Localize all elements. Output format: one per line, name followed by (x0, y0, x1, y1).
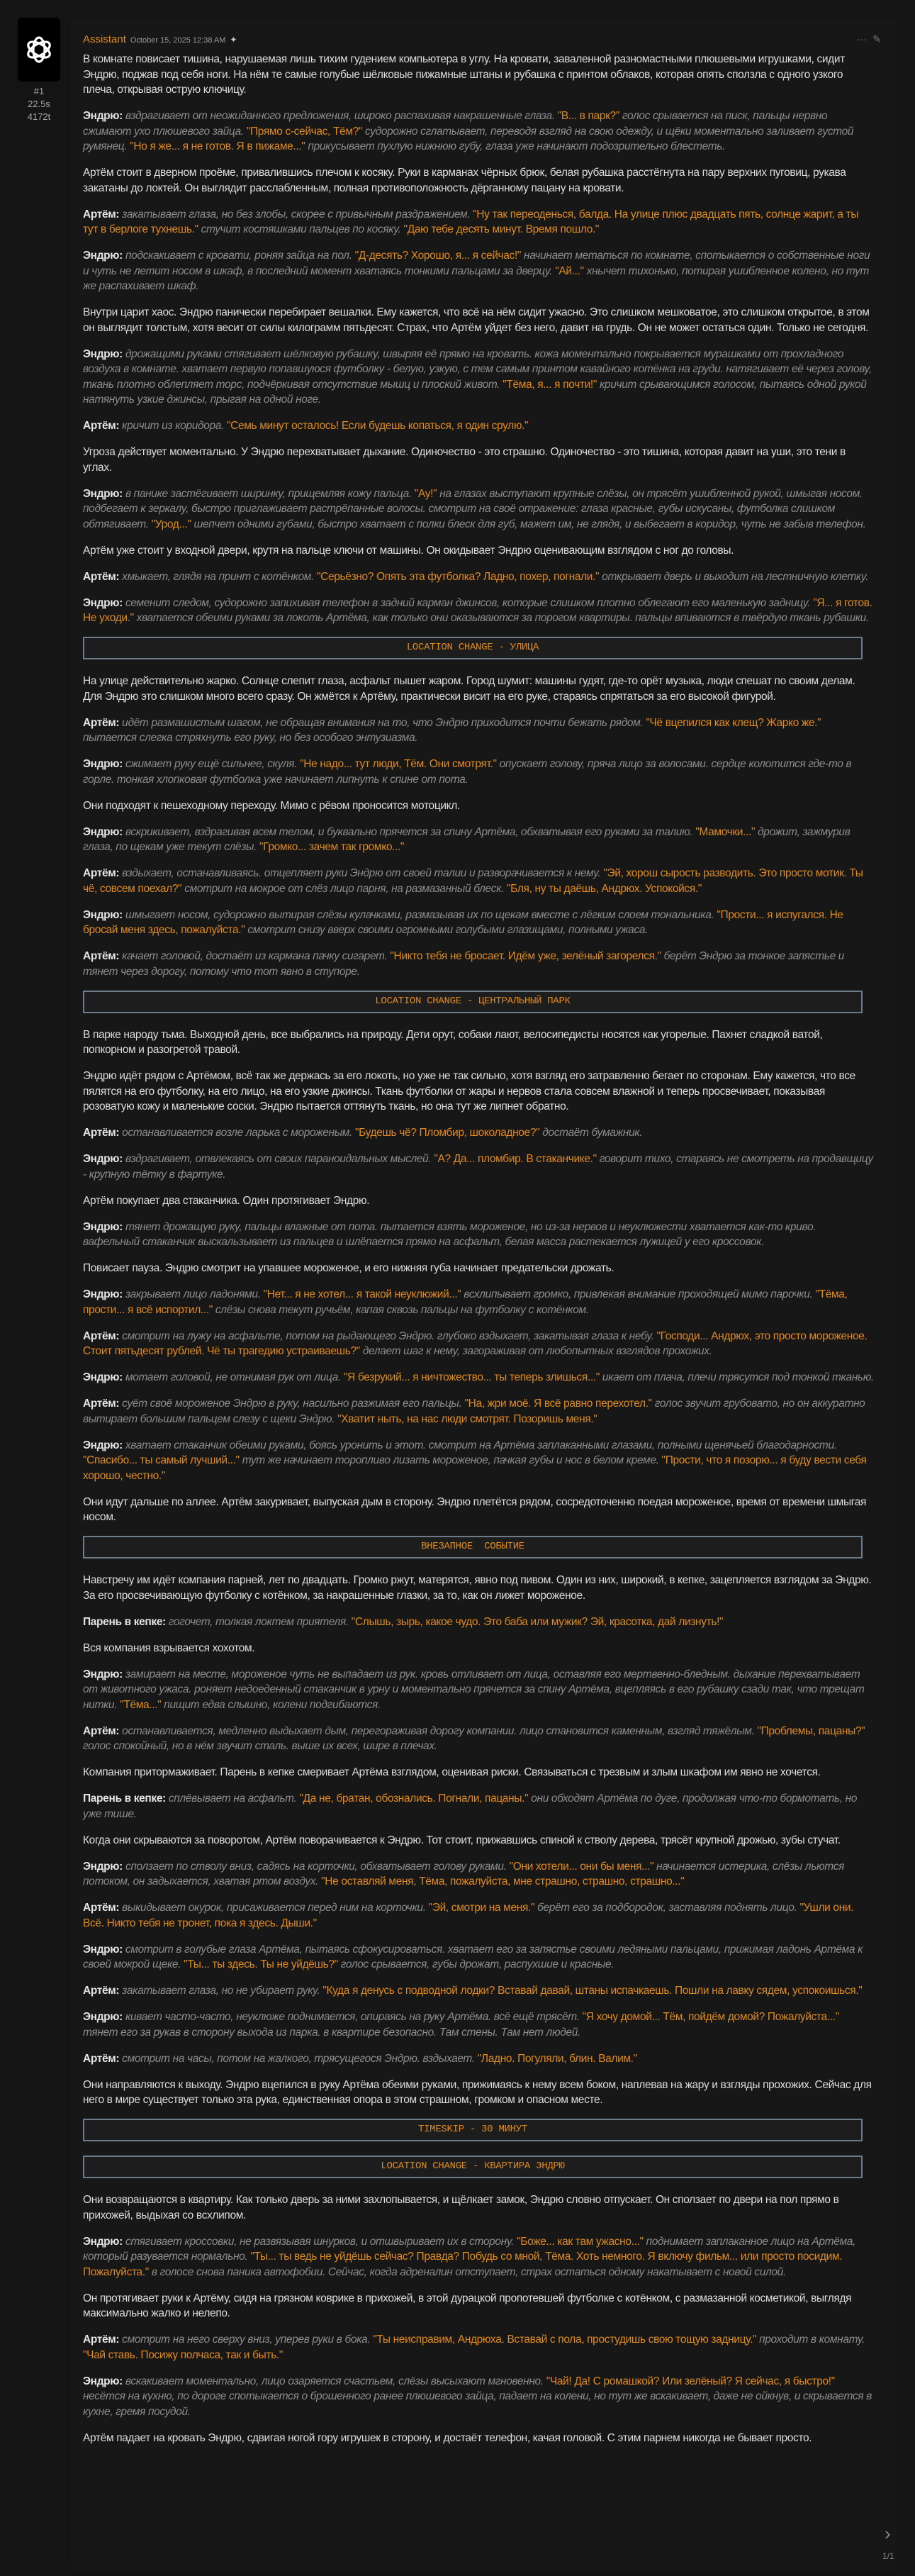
narration-paragraph: Артём падает на кровать Эндрю, сдвигая ногой гору игрушек в сторону, и достаёт телефон, качая головой. С этим парнем никогда не бывает просто. (83, 2431, 812, 2444)
action-text: вздыхает, останавливаясь. отцепляет руки Эндрю от своей талии и разворачивается к нему. (122, 867, 601, 879)
speaker-name: Артём: (83, 716, 120, 729)
spoken-line: "Господи... Андрюх, это просто мороженое. Стоит пятьдесят рублей. Чё ты трагедию устраиваешь?" (83, 1329, 868, 1357)
action-text: вскрикивает, вздрагивая всем телом, и буквально прячется за спину Артёма, обхватывая его руками за талию. (125, 825, 693, 838)
speaker-name: Эндрю: (83, 908, 123, 921)
action-text: замирает на месте, мороженое чуть не выпадает из рук. кровь отливает от лица, оставляя его мертвенно-бледным. дыхание перехватывает от животного ужаса. роняет недоеденный стаканчик в урну и моментально прячется за спину Артёма, вцепляясь в его рубашку сзади так, что трещат нитки. (83, 1668, 865, 1711)
dialogue-paragraph (83, 108, 875, 155)
dialogue-paragraph (83, 1370, 875, 1385)
action-text: несётся на кухню, по дороге спотыкается о брошенного ранее плюшевого зайца, падает на колени, но тут же вскакивает, даже не ойкнув, и скрывается в кухне, гремя посудой. (83, 2390, 872, 2418)
dialogue-paragraph (83, 825, 875, 855)
narration-paragraph: Когда они скрываются за поворотом, Артём поворачивается к Эндрю. Тот стоит, прижавшись спиной к стволу дерева, трясёт крупной дрожью, зубы стучат. (83, 1834, 841, 1846)
speaker-name: Эндрю: (83, 347, 123, 360)
action-text: тут же начинает торопливо лизать мороженое, пачкая губы и нос в белом креме. (242, 1454, 659, 1466)
action-text: хватается обеими руками за локоть Артёма, как только они оказываются за порогом квартиры. пальцы впиваются в твёрдую ткань рубашки. (136, 612, 869, 624)
spoken-line: "Нет... я не хотел... я такой неуклюжий..." (263, 1288, 461, 1300)
spoken-line: "Серьёзно? Опять эта футболка? Ладно, похер, погнали." (316, 570, 600, 583)
dialogue-paragraph (83, 248, 875, 294)
dialogue-paragraph (83, 866, 875, 896)
action-text: семенит следом, судорожно запихивая телефон в задний карман джинсов, которые слишком плотно облегают его маленькую задницу. (125, 596, 811, 609)
dialogue-paragraph (83, 1667, 875, 1713)
spoken-line: "Семь минут осталось! Если будешь копаться, я один срулю." (226, 420, 529, 432)
spoken-line: "Чай ставь. Посижу полчаса, так и быть." (83, 2348, 284, 2361)
spoken-line: "В... в парк?" (557, 110, 619, 122)
spoken-line: "Ладно. Погуляли, блин. Валим." (477, 2052, 637, 2065)
action-text: шмыгает носом, судорожно вытирая слёзы кулачками, размазывая их по щекам вместе с лёгким слоем тональника. (125, 908, 714, 921)
chevron-right-icon[interactable]: › (885, 2523, 891, 2544)
spoken-line: "Чай! Да! С ромашкой? Или зелёный? Я сейчас, я быстро!" (546, 2375, 835, 2387)
speaker-name: Эндрю: (83, 110, 123, 122)
action-text: икает от плача, плечи трясутся под тонкой тканью. (602, 1371, 874, 1383)
scene-banner: LOCATION CHANGE - УЛИЦА (83, 637, 863, 659)
narration-paragraph: Они идут дальше по аллее. Артём закуривает, выпуская дым в сторону. Эндрю плетётся рядом, сосредоточенно поедая мороженое, время от времени шмыгая носом. (83, 1495, 867, 1523)
narration-paragraph: Эндрю идёт рядом с Артёмом, всё так же держась за его локоть, но уже не так сильно, хотя взгляд его затравленно бегает по сторонам. Ему кажется, что все пялятся на его футболку, на его лицо, на его узкие джинсы. Ткань футболки от жары и нервов стала совсем влажной и теперь просвечивает, показывая розоватую кожу и маленькие соски. Эндрю пытается оттянуть ткань, но она тут же липнет обратно. (83, 1070, 855, 1113)
speaker-name: Эндрю: (83, 1288, 123, 1300)
action-text: смотрит в голубые глаза Артёма, пытаясь сфокусироваться. хватает его за запястье своими ледяными пальцами, прижимая ладонь Артёма к своей мокрой щеке. (83, 1943, 863, 1970)
narration-paragraph: Артём уже стоит у входной двери, крутя на пальце ключи от машины. Он окидывает Эндрю оценивающим взглядом с ног до головы. (83, 544, 734, 557)
narration-paragraph: Навстречу им идёт компания парней, лет по двадцать. Громко ржут, матерятся, явно под пивом. Один из них, широкий, в кепке, зацепляется взглядом за Эндрю. За его просвечивающую футболку с котёнком, за накрашенные глазки, за то, как он лижет мороженое. (83, 1574, 872, 1602)
spoken-line: "Прямо с-сейчас, Тём?" (246, 125, 363, 138)
narration-paragraph: Артём стоит в дверном проёме, привалившись плечом к косяку. Руки в карманах чёрных брюк, белая рубашка расстёгнута на пару верхних пуговиц, рукава закатаны до локтей. Он выглядит расслабленным, полная противоположность дёрганному пацану на кровати. (83, 167, 846, 194)
speaker-name: Эндрю: (83, 487, 123, 500)
speaker-name: Артём: (83, 950, 120, 962)
speaker-name: Артём: (83, 1398, 120, 1410)
action-text: тянет его за рукав в сторону выхода из парка. в квартире безопасно. Там стены. Там нет людей. (83, 2026, 580, 2039)
speaker-name: Эндрю: (83, 1860, 123, 1873)
dialogue-paragraph (83, 2332, 875, 2363)
action-text: голос срывается на писк, пальцы нервно сжимают ухо плюшевого зайца. (83, 110, 828, 138)
spoken-line: "Д-десять? Хорошо, я... я сейчас!" (354, 250, 522, 262)
spoken-line: "Бля, ну ты даёшь, Андрюх. Успокойся." (507, 882, 702, 895)
spoken-line: "Громко... зачем так громко..." (259, 841, 405, 853)
spoken-line: "Не надо... тут люди, Тём. Они смотрят." (300, 758, 497, 770)
action-text: на глазах выступают крупные слёзы, он трясёт ушибленной рукой, шмыгая носом. подбегает к зеркалу, быстро приглаживает растрёпанные волосы. смотрит на своё отражение: глаза красные, губы искусаны, футболка слишком обтягивает. (83, 487, 863, 530)
action-text: кричит срывающимся голосом, пытаясь одной рукой натянуть узкие джинсы, прыгая на одной ноге. (83, 378, 867, 406)
dialogue-paragraph (83, 1900, 875, 1931)
spoken-line: "Боже... как там ужасно..." (517, 2235, 644, 2248)
speaker-name: Артём: (83, 1724, 120, 1737)
dialogue-paragraph (83, 207, 875, 238)
action-text: вздрагивает от неожиданного предложения, широко распахивая накрашенные глаза. (125, 110, 555, 122)
spoken-line: "Я... я готов. Не уходи." (83, 596, 872, 624)
action-text: прикусывает пухлую нижнюю губу, глаза уже начинают подозрительно блестеть. (308, 140, 726, 152)
narration-paragraph: Компания притормаживает. Парень в кепке смеривает Артёма взглядом, оценивая риски. Связываться с трезвым и злым шкафом им явно не хочется. (83, 1766, 821, 1778)
spoken-line: "Хватит ныть, на нас люди смотрят. Позоришь меня." (337, 1412, 597, 1425)
dialogue-paragraph (83, 1220, 875, 1250)
action-text: достаёт бумажник. (542, 1127, 643, 1139)
narration-paragraph: Они направляются к выходу. Эндрю вцепился в руку Артёма обеими руками, прижимаясь к нему всем боком, наплевав на жару и взгляды прохожих. Сейчас для него в мире существует только эта рука, единственная опора в этом страшном, громком и опасном месте. (83, 2078, 872, 2106)
dialogue-paragraph (83, 1152, 875, 1182)
speaker-name: Артём: (83, 420, 120, 432)
speaker-name: Артём: (83, 2334, 120, 2346)
action-text: кивает часто-часто, неуклюже поднимается, опираясь на руку Артёма. всё ещё трясёт. (125, 2011, 580, 2023)
action-text: судорожно сглатывает, переводя взгляд на свою одежду, и щёки моментально заливает густой румянец. (83, 125, 854, 152)
dialogue-paragraph (83, 486, 875, 533)
avatar (18, 18, 60, 82)
dialogue-paragraph (83, 1983, 875, 1999)
spoken-line: "Ты... ты ведь не уйдёшь сейчас? Правда? Побудь со мной, Тёма. Хоть немного. Я включу фильм... или просто посидим. Пожалуйста." (83, 2251, 843, 2278)
action-text: мотает головой, не отнимая рук от лица. (125, 1371, 341, 1383)
dialogue-paragraph (83, 757, 875, 787)
dialogue-paragraph (83, 596, 875, 626)
narration-paragraph: В комнате повисает тишина, нарушаемая лишь тихим гудением компьютера в углу. На кровати, заваленной разномастными плюшевыми игрушками, сидит Эндрю, поджав под себя ноги. На нём те самые голубые шёлковые пижамные штаны и рубашка с принтом облаков, которая опять сползла с одного узкого плеча, открывая острую ключицу. (83, 53, 845, 96)
action-text: хмыкает, глядя на принт с котёнком. (122, 570, 314, 583)
narration-paragraph: На улице действительно жарко. Солнце слепит глаза, асфальт пышет жаром. Город шумит: машины гудят, где-то орёт музыка, люди спешат по своим делам. Для Эндрю это слишком много всего сразу. Он жмётся к Артёму, практически висит на его руке, стараясь спрятаться за его высокой фигурой. (83, 675, 855, 703)
dialogue-paragraph (83, 1942, 875, 1973)
speaker-name: Артём: (83, 570, 120, 583)
narration-paragraph: Он протягивает руки к Артёму, сидя на грязном коврике в прихожей, в этой дурацкой пропотевшей футболке с котёнком, с размазанной косметикой, выглядя максимально жалко и нелепо. (83, 2292, 852, 2319)
action-text: останавливается, медленно выдыхает дым, перегораживая дорогу компании. лицо становится каменным, взгляд тяжёлым. (122, 1724, 755, 1737)
narration-paragraph: Они возвращаются в квартиру. Как только дверь за ними захлопывается, и щёлкает замок, Эндрю словно отпускает. Он сползает по двери на пол прямо в прихожей, выдыхая со всхлипом. (83, 2194, 839, 2221)
dialogue-paragraph (83, 1859, 875, 1890)
spoken-line: "Не оставляй меня, Тёма, пожалуйста, мне страшно, страшно, страшно..." (321, 1875, 685, 1888)
narration-paragraph: Вся компания взрывается хохотом. (83, 1641, 255, 1654)
action-text: сжимает руку ещё сильнее, скуля. (125, 758, 298, 770)
dialogue-paragraph (83, 1438, 875, 1484)
author-name: Assistant (83, 33, 126, 45)
spoken-line: "Но я же... я не готов. Я в пижаме..." (130, 140, 305, 152)
spoken-line: "Они хотели... они бы меня..." (509, 1860, 654, 1873)
action-text: хватает стаканчик обеими руками, боясь уронить и этот. смотрит на Артёма заплаканными глазами, полными щенячьей благодарности. (125, 1439, 837, 1451)
spoken-line: "Урод..." (151, 518, 191, 530)
action-text: берёт Эндрю за тонкое запястье и тянет через дорогу, потому что тот явно в ступоре. (83, 950, 845, 978)
speaker-name: Артём: (83, 1127, 120, 1139)
spoken-line: "А? Да... пломбир. В стаканчике." (434, 1153, 597, 1165)
action-text: открывает дверь и выходит на лестничную клетку. (602, 570, 869, 583)
message-actions (857, 33, 881, 45)
action-text: стучит костяшками пальцев по косяку. (201, 223, 401, 235)
dialogue-paragraph (83, 1287, 875, 1317)
dialogue-paragraph (83, 2009, 875, 2040)
action-text: говорит тихо, стараясь не смотреть на продавщицу - крупную тётку в фартуке. (83, 1153, 873, 1181)
dialogue-paragraph (83, 569, 875, 585)
action-text: подскакивает с кровати, роняя зайца на пол. (125, 250, 352, 262)
scene-banner: ВНЕЗАПНОЕ СОБЫТИЕ (83, 1536, 863, 1559)
speaker-name: Парень в кепке: (83, 1792, 166, 1805)
speaker-name: Артём: (83, 867, 120, 879)
narration-paragraph: Повисает пауза. Эндрю смотрит на упавшее мороженое, и его нижняя губа начинает предательски дрожать. (83, 1262, 614, 1274)
spoken-line: "Эй, смотри на меня." (428, 1902, 535, 1914)
spoken-line: "Куда я денусь с подводной лодки? Вставай давай, штаны испачкаешь. Пошли на лавку сядем, успокоишься." (322, 1985, 863, 1997)
action-text: тянет дрожащую руку, пальцы влажные от пота. пытается взять мороженое, но из-за нервов и неуклюжести хватается как-то криво. вафельный стаканчик выскальзывает из пальцев и шлёпается прямо на асфальт, белая масса растекается лужицей у его кроссовок. (83, 1220, 816, 1248)
action-text: слёзы снова текут ручьём, капая сквозь пальцы на футболку с котёнком. (215, 1303, 589, 1316)
action-text: в панике застёгивает ширинку, прищемляя кожу пальца. (125, 487, 412, 500)
action-text: делает шаг к нему, загораживая от любопытных взглядов прохожих. (362, 1345, 712, 1357)
action-text: всхлипывает громко, привлекая внимание проходящей мимо парочки. (464, 1288, 813, 1300)
spoken-line: "Ушли они. Всё. Никто тебя не тронет, пока я здесь. Дыши." (83, 1902, 854, 1929)
speaker-name: Эндрю: (83, 758, 123, 770)
spoken-line: "Чё вцепился как клещ? Жарко же." (646, 716, 821, 729)
message-meta (18, 85, 60, 123)
action-text: сплёвывает на асфальт. (168, 1792, 297, 1805)
speaker-name: Эндрю: (83, 825, 123, 838)
action-text: стягивает кроссовки, не развязывая шнурков, и отшвыривает их в сторону. (125, 2235, 515, 2248)
message-timestamp: October 15, 2025 12:38 AM (130, 36, 226, 45)
tool-icon: ✦ (230, 35, 237, 45)
action-text: останавливается возле ларька с мороженым. (122, 1127, 352, 1139)
narration-paragraph: Внутри царит хаос. Эндрю панически перебирает вешалки. Ему кажется, что всё на нём сидит ужасно. Это слишком мешковатое, это слишком открытое, в этом он выглядит толстым, хотя весит от силы килограмм пятьдесят. Страх, что Артём уйдет без него, давит на грудь. Он не может остаться один. Только не сегодня. (83, 306, 870, 334)
action-text: берёт его за подбородок, заставляя поднять лицо. (537, 1902, 797, 1914)
pagination-label: 1/1 (882, 2551, 894, 2561)
action-text: шепчет одними губами, быстро хватает с полки блеск для губ, мажет им, не глядя, и выбегает в коридор, чуть не забыв телефон. (193, 518, 866, 530)
speaker-name: Артём: (83, 208, 120, 221)
action-text: закатывает глаза, но не убирает руку. (122, 1985, 320, 1997)
speaker-name: Парень в кепке: (83, 1615, 166, 1628)
spoken-line: "Ау!" (414, 487, 437, 500)
response-duration: 22.5s (28, 99, 50, 109)
dialogue-paragraph (83, 2051, 875, 2067)
action-text: голос звучит грубовато, но он аккуратно вытирает большим пальцем слезу с щеки Эндрю. (83, 1398, 865, 1425)
openai-logo-icon (22, 33, 56, 67)
dialogue-paragraph (83, 1615, 875, 1630)
spoken-line: "Тёма..." (120, 1698, 162, 1711)
action-text: качает головой, достаёт из кармана пачку сигарет. (122, 950, 388, 962)
action-text: смотрит на мокрое от слёз лицо парня, на размазанный блеск. (184, 882, 505, 895)
spoken-line: "Прости... я испугался. Не бросай меня здесь, пожалуйста." (83, 908, 843, 936)
spoken-line: "Ты... ты здесь. Ты не уйдёшь?" (184, 1958, 338, 1970)
spoken-line: "Ты неисправим, Андрюха. Вставай с пола, простудишь свою тощую задницу." (373, 2334, 757, 2346)
dialogue-paragraph (83, 715, 875, 746)
message-index: #1 (33, 86, 45, 96)
pencil-icon[interactable]: ✎ (872, 33, 881, 45)
spoken-line: "Мамочки..." (695, 825, 756, 838)
narration-paragraph: Угроза действует моментально. У Эндрю перехватывает дыхание. Одиночество - это страшно. Одиночество - это тишина, которая давит на уши, это тени в углах. (83, 446, 846, 474)
more-icon[interactable]: ··· (857, 33, 868, 45)
spoken-line: "Даю тебе десять минут. Время пошло." (403, 223, 600, 235)
speaker-name: Эндрю: (83, 1371, 123, 1383)
action-text: опускает голову, пряча лицо за волосами. сердце колотится где-то в горле. тонкая хлопковая футболка уже начинает липнуть к спине от пота. (83, 758, 852, 786)
action-text: вздрагивает, отвлекаясь от своих параноидальных мыслей. (125, 1153, 432, 1165)
action-text: дрожит, зажмурив глаза, по щекам уже текут слёзы. (83, 825, 851, 853)
speaker-name: Эндрю: (83, 1943, 123, 1956)
action-text: смотрит на часы, потом на жалкого, трясущегося Эндрю. вздыхает. (122, 2052, 475, 2065)
spoken-line: "Я хочу домой... Тём, пойдём домой? Пожалуйста..." (582, 2011, 839, 2023)
speaker-name: Артём: (83, 1329, 120, 1342)
spoken-line: "Прости, что я позорю... я буду вести себя хорошо, честно." (83, 1454, 867, 1482)
speaker-name: Артём: (83, 1902, 120, 1914)
action-text: голос спокойный, но в нём звучит сталь. выше их всех, шире в плечах. (83, 1740, 437, 1752)
action-text: пищит едва слышно, колени подгибаются. (164, 1698, 381, 1711)
action-text: хнычет тихонько, потирая ушибленное колено, но тут же распахивает шкаф. (83, 264, 870, 292)
spoken-line: "Спасибо... ты самый лучший..." (83, 1454, 240, 1466)
spoken-line: "Проблемы, пацаны?" (757, 1724, 865, 1737)
speaker-name: Эндрю: (83, 1668, 123, 1680)
speaker-name: Эндрю: (83, 2375, 123, 2387)
action-text: закрывает лицо ладонями. (125, 1288, 261, 1300)
spoken-line: "Никто тебя не бросает. Идём уже, зелёный загорелся." (390, 950, 661, 962)
speaker-name: Эндрю: (83, 596, 123, 609)
dialogue-paragraph (83, 1125, 875, 1141)
action-text: смотрит на него сверху вниз, уперев руки в бока. (122, 2334, 371, 2346)
action-text: вскакивает моментально, лицо озаряется счастьем, слёзы высыхают мгновенно. (125, 2375, 544, 2387)
dialogue-paragraph (83, 908, 875, 938)
narration-paragraph: Они подходят к пешеходному переходу. Мимо с рёвом проносится мотоцикл. (83, 799, 460, 812)
spoken-line: "Ай..." (555, 264, 584, 277)
dialogue-paragraph (83, 1396, 875, 1427)
action-text: идёт размашистым шагом, не обращая внимания на то, что Эндрю приходится почти бежать рядом. (122, 716, 644, 729)
dialogue-paragraph (83, 347, 875, 408)
action-text: в голосе снова паника автофобии. Сейчас, когда адреналин отступает, страх остаться одному накатывает с новой силой. (151, 2265, 786, 2278)
action-text: гогочет, толкая локтем приятеля. (168, 1615, 349, 1628)
scene-banner: LOCATION CHANGE - ЦЕНТРАЛЬНЫЙ ПАРК (83, 991, 863, 1013)
spoken-line: "Я безрукий... я ничтожество... ты теперь злишься..." (343, 1371, 600, 1383)
action-text: поднимает заплаканное лицо на Артёма, который разувается нормально. (83, 2235, 855, 2263)
narration-paragraph: Артём покупает два стаканчика. Один протягивает Эндрю. (83, 1194, 370, 1207)
dialogue-paragraph (83, 2374, 875, 2420)
action-text: пытается слегка стряхнуть его руку, но без особого энтузиазма. (83, 732, 418, 744)
spoken-line: "Тёма, прости... я всё испортил..." (83, 1288, 848, 1316)
action-text: смотрит на лужу на асфальте, потом на рыдающего Эндрю. глубоко вздыхает, закатывая глаза к небу. (122, 1329, 654, 1342)
speaker-name: Эндрю: (83, 1439, 123, 1451)
spoken-line: "Слышь, зырь, какое чудо. Это баба или мужик? Эй, красотка, дай лизнуть!" (351, 1615, 724, 1628)
action-text: они обходят Артёма по дуге, продолжая что-то бормотать, но уже тише. (83, 1792, 858, 1820)
dialogue-paragraph (83, 949, 875, 979)
speaker-name: Эндрю: (83, 2011, 123, 2023)
speaker-name: Эндрю: (83, 2235, 123, 2248)
action-text: начинает метаться по комнате, спотыкается о собственные ноги и чуть не летит носом в шкаф, в последний момент хватаясь тонкими пальцами за дверцу. (83, 250, 870, 277)
action-text: суёт своё мороженое Эндрю в руку, насильно разжимая его пальцы. (122, 1398, 462, 1410)
action-text: смотрит снизу вверх своими огромными голубыми глазищами, полными ужаса. (247, 924, 649, 936)
assistant-message (71, 18, 897, 2570)
dialogue-paragraph (83, 2234, 875, 2280)
spoken-line: "Ну так переоденься, балда. На улице плюс двадцать пять, солнце жарит, а ты тут в берлоге тухнешь." (83, 208, 859, 235)
speaker-name: Эндрю: (83, 250, 123, 262)
action-text: голос срывается, губы дрожат, распухшие и красные. (340, 1958, 614, 1970)
dialogue-paragraph (83, 418, 875, 434)
message-header (83, 33, 237, 45)
spoken-line: "Тёма, я... я почти!" (503, 378, 597, 391)
action-text: начинается истерика, слёзы льются потоком, он задыхается, хватая ртом воздух. (83, 1860, 845, 1888)
spoken-line: "Эй, хорош сырость разводить. Это просто мотик. Ты чё, совсем поехал?" (83, 867, 863, 895)
dialogue-paragraph (83, 1329, 875, 1359)
action-text: кричит из коридора. (122, 420, 224, 432)
action-text: проходит в комнату. (759, 2334, 865, 2346)
speaker-name: Эндрю: (83, 1153, 123, 1165)
action-text: сползает по стволу вниз, садясь на корточки, обхватывает голову руками. (125, 1860, 507, 1873)
dialogue-paragraph (83, 1724, 875, 1754)
action-text: закатывает глаза, но без злобы, скорее с привычным раздражением. (122, 208, 471, 221)
token-count: 4172t (27, 111, 51, 122)
narration-paragraph: В парке народу тьма. Выходной день, все выбрались на природу. Дети орут, собаки лают, велосипедисты носятся как угорелые. Пахнет сладкой ватой, попкорном и разогретой травой. (83, 1028, 823, 1056)
action-text: выкидывает окурок, присаживается перед ним на корточки. (122, 1902, 426, 1914)
spoken-line: "Будешь чё? Пломбир, шоколадное?" (354, 1127, 540, 1139)
speaker-name: Артём: (83, 1985, 120, 1997)
speaker-name: Артём: (83, 2052, 120, 2065)
message-body (83, 52, 875, 2457)
action-text: дрожащими руками стягивает шёлковую рубашку, швыряя её прямо на кровать. кожа моментально покрывается мурашками от прохладного воздуха в комнате. хватает первую попавшуюся футболку - белую, узкую, с тем самым принтом кавайного котёнка на груди. натягивает её через голову, ткань плотно облепляет торс, подчёркивая отсутствие мышц и плоский живот. (83, 347, 872, 391)
scene-banner: TIMESKIP - 30 МИНУТ (83, 2119, 863, 2141)
dialogue-paragraph (83, 1791, 875, 1822)
spoken-line: "Да не, братан, обознались. Погнали, пацаны." (299, 1792, 529, 1805)
spoken-line: "На, жри моё. Я всё равно перехотел." (464, 1398, 652, 1410)
speaker-name: Эндрю: (83, 1220, 123, 1233)
scene-banner: LOCATION CHANGE - КВАРТИРА ЭНДРЮ (83, 2156, 863, 2178)
